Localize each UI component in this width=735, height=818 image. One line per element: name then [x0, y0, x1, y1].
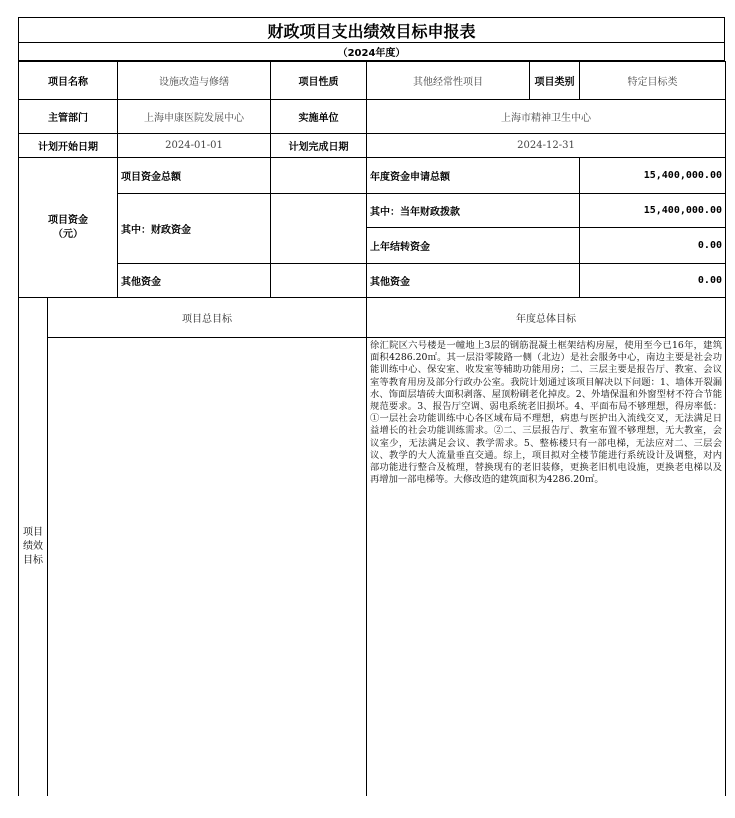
project-category-value: 特定目标类 — [580, 62, 726, 100]
fiscal-funds-label: 其中：财政资金 — [118, 194, 271, 264]
row-goals-header — [19, 298, 726, 338]
dept-value: 上海申康医院发展中心 — [118, 100, 271, 134]
annual-goal-text: 徐汇院区六号楼是一幢地上3层的钢筋混凝土框架结构房屋，使用至今已16年，建筑面积4286.20㎡。其一层沿零陵路一侧（北边）是社会服务中心，南边主要是社会功能训练中心、保安室、收发室等辅助功能用房；二、三层主要是报告厅、教室、会议室等教育用房及部分行政办公室。我院计划通过该项目解决以下问题：1、墙体开裂漏水、饰面层墙砖大面积剥落、屋顶粉刷老化掉皮。2、外墙保温和外窗型材不符合节能规范要求。3、报告厅空调、弱电系统老旧损坏。4、平面布局不够理想，得房率低：①一层社会功能训练中心各区域布局不理想，病患与医护出入流线交叉，无法满足日益增长的社会功能训练需求。②二、三层报告厅、教室布置不够理想，无大教室，会议室少，无法满足会议、教学需求。5、整栋楼只有一部电梯，无法应对二、三层会议、教学的大人流量垂直交通。综上，项目拟对全楼节能进行系统设计及调整，对内部功能进行整合及梳理，替换现有的老旧装修，更换老旧机电设施，更换老电梯以及再增加一部电梯等。大修改造的建筑面积为4286.20㎡。 — [367, 338, 726, 796]
row-dates — [19, 134, 726, 158]
project-category-label: 项目类别 — [530, 62, 580, 100]
start-date-label: 计划开始日期 — [19, 134, 118, 158]
other-funds-value: 0.00 — [580, 264, 726, 298]
project-nature-label: 项目性质 — [271, 62, 367, 100]
row-funds-fiscal-a — [19, 194, 726, 228]
project-name-value: 设施改造与修缮 — [118, 62, 271, 100]
annual-request-label: 年度资金申请总额 — [367, 158, 580, 194]
form-title: 财政项目支出绩效目标申报表 — [18, 17, 725, 43]
carryover-label: 上年结转资金 — [367, 228, 580, 264]
funds-label: 项目资金 （元） — [19, 158, 118, 298]
annual-request-value: 15,400,000.00 — [580, 158, 726, 194]
other-funds-label: 其他资金 — [118, 264, 271, 298]
row-dept — [19, 100, 726, 134]
project-name-label: 项目名称 — [19, 62, 118, 100]
unit-value: 上海市精神卫生中心 — [367, 100, 726, 134]
carryover-value: 0.00 — [580, 228, 726, 264]
overall-goal-text — [48, 338, 367, 796]
other-funds-label-right: 其他资金 — [367, 264, 580, 298]
row-goals-content — [19, 338, 726, 796]
end-date-value: 2024-12-31 — [367, 134, 726, 158]
overall-goal-header: 项目总目标 — [48, 298, 367, 338]
form-sheet — [18, 17, 725, 818]
other-funds-value-left — [271, 264, 367, 298]
funds-total-value — [271, 158, 367, 194]
form-year: （2024年度） — [18, 43, 725, 61]
row-funds-total — [19, 158, 726, 194]
annual-goal-header: 年度总体目标 — [367, 298, 726, 338]
funds-total-label: 项目资金总额 — [118, 158, 271, 194]
current-allocation-value: 15,400,000.00 — [580, 194, 726, 228]
row-project-name — [19, 62, 726, 100]
goals-side-label: 项目 绩效 目标 — [19, 298, 48, 796]
current-allocation-label: 其中：当年财政拨款 — [367, 194, 580, 228]
start-date-value: 2024-01-01 — [118, 134, 271, 158]
end-date-label: 计划完成日期 — [271, 134, 367, 158]
fiscal-funds-value — [271, 194, 367, 264]
row-funds-other — [19, 264, 726, 298]
form-table — [18, 61, 726, 796]
project-nature-value: 其他经常性项目 — [367, 62, 530, 100]
dept-label: 主管部门 — [19, 100, 118, 134]
unit-label: 实施单位 — [271, 100, 367, 134]
